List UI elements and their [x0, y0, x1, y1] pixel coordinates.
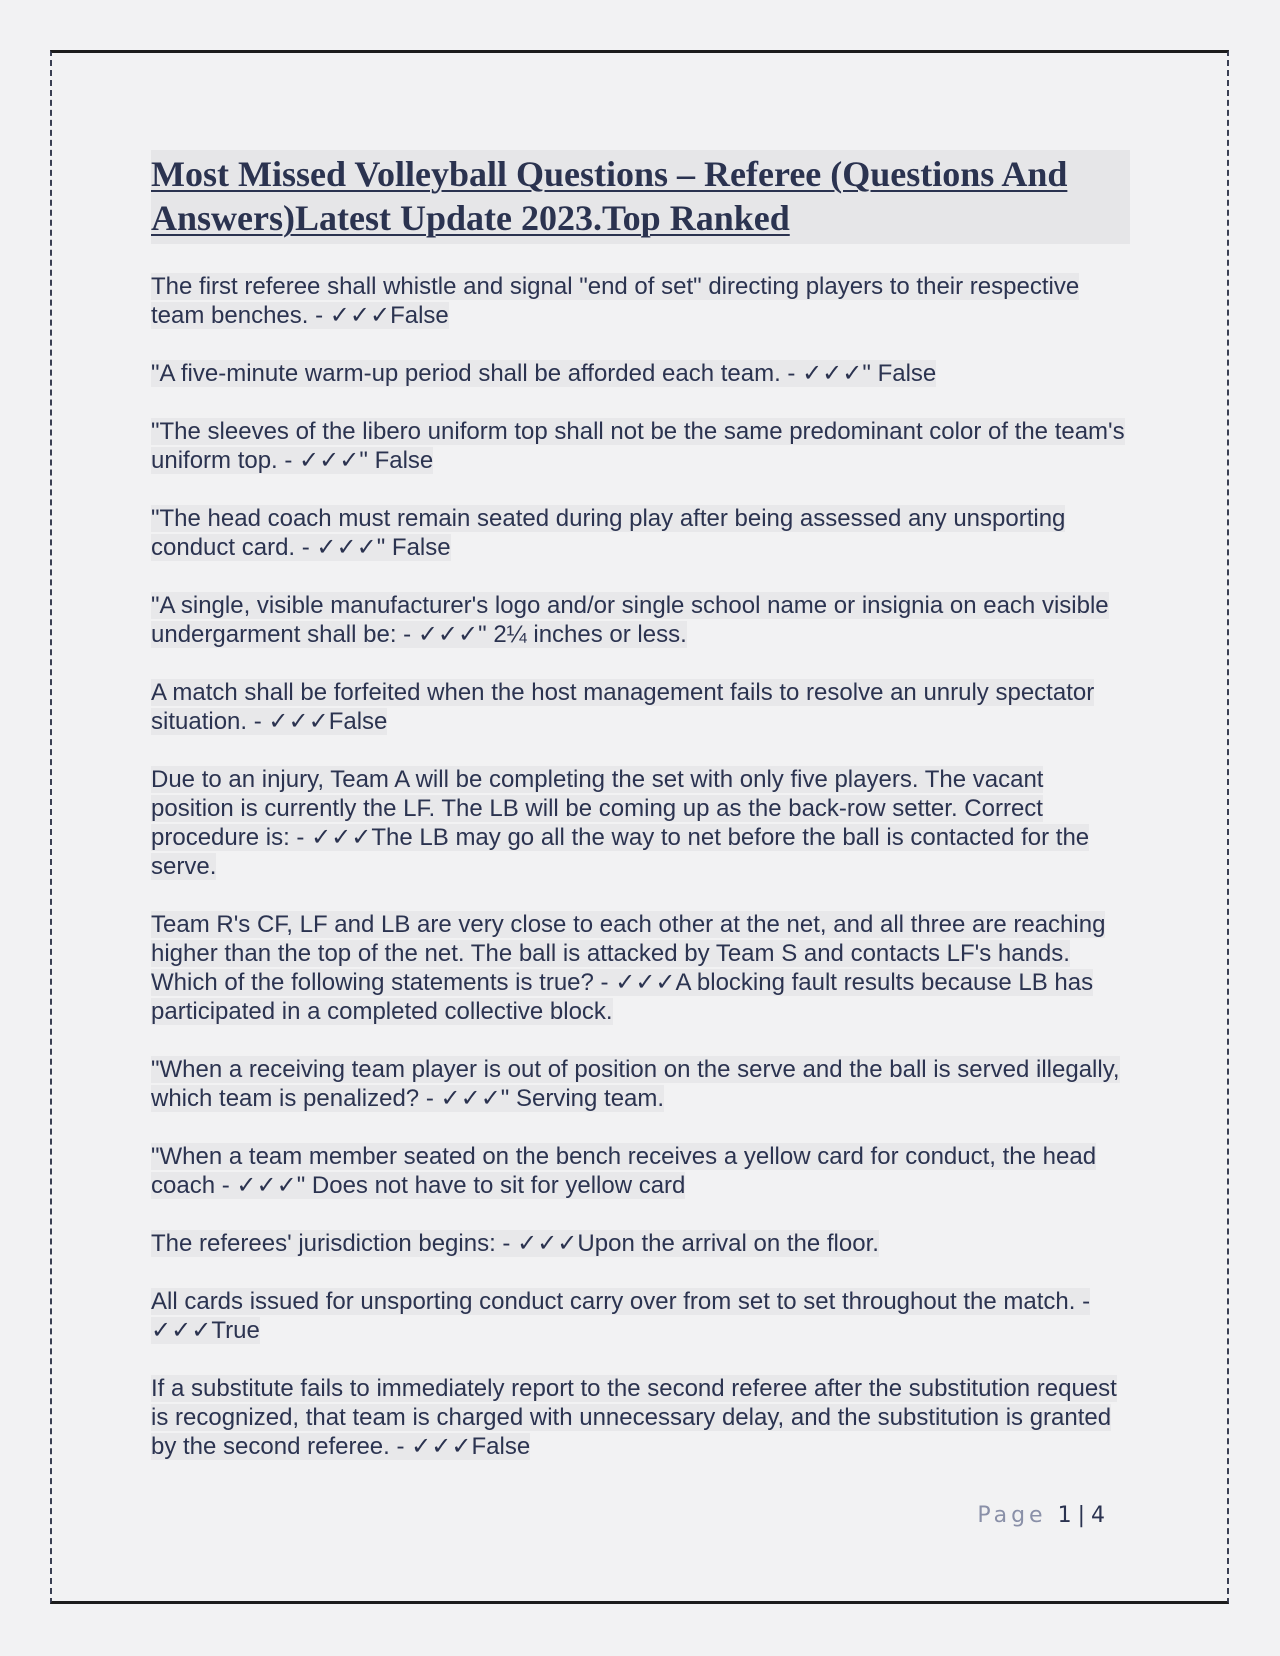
qa-text: The referees' jurisdiction begins: - ✓✓✓Upon the arrival on the floor.	[151, 1230, 879, 1257]
qa-text: A match shall be forfeited when the host management fails to resolve an unruly spectator situation. - ✓✓✓False	[151, 679, 1095, 735]
current-page-number: 1	[1057, 1503, 1072, 1528]
qa-item-11	[151, 1229, 1130, 1258]
page-label: Page	[977, 1503, 1047, 1528]
qa-text: "The sleeves of the libero uniform top shall not be the same predominant color of the team's uniform top. - ✓✓✓" False	[151, 418, 1125, 474]
qa-item-10	[151, 1142, 1130, 1200]
page-number-footer	[900, 1503, 1105, 1528]
qa-text: The first referee shall whistle and signal "end of set" directing players to their respective team benches. - ✓✓✓False	[151, 273, 1080, 329]
qa-item-3	[151, 417, 1130, 475]
qa-item-13	[151, 1374, 1130, 1461]
qa-item-7	[151, 765, 1130, 881]
qa-item-8	[151, 910, 1130, 1026]
qa-text: All cards issued for unsporting conduct carry over from set to set throughout the match. - ✓✓✓True	[151, 1288, 1091, 1344]
qa-text: "A five-minute warm-up period shall be afforded each team. - ✓✓✓" False	[151, 360, 937, 387]
qa-text: "The head coach must remain seated during play after being assessed any unsporting conduct card. - ✓✓✓" False	[151, 505, 1066, 561]
qa-text: If a substitute fails to immediately report to the second referee after the substitution request is recognized, that team is charged with unnecessary delay, and the substitution is granted by the second referee. - ✓✓✓False	[151, 1375, 1117, 1460]
qa-text: Due to an injury, Team A will be completing the set with only five players. The vacant position is currently the LF. The LB will be coming up as the back-row setter. Correct procedure is: - ✓✓✓The LB may go all the way to net before the ball is contacted for the serve.	[151, 766, 1090, 880]
title-block	[151, 150, 1130, 244]
qa-item-1	[151, 272, 1130, 330]
qa-text: "When a receiving team player is out of position on the serve and the ball is served illegally, which team is penalized? - ✓✓✓" Serving team.	[151, 1056, 1120, 1112]
qa-item-12	[151, 1287, 1130, 1345]
qa-item-2	[151, 359, 1130, 388]
qa-text: Team R's CF, LF and LB are very close to each other at the net, and all three are reaching higher than the top of the net. The ball is attacked by Team S and contacts LF's hands. Which of the following statements is true? - ✓✓✓A blocking fault results because LB has participated in a completed collective block.	[151, 911, 1106, 1025]
qa-text: "When a team member seated on the bench receives a yellow card for conduct, the head coach - ✓✓✓" Does not have to sit for yellow card	[151, 1143, 1097, 1199]
document-body	[151, 150, 1130, 1490]
qa-item-6	[151, 678, 1130, 736]
total-pages-number: 4	[1091, 1503, 1105, 1528]
qa-text: "A single, visible manufacturer's logo and/or single school name or insignia on each visible undergarment shall be: - ✓✓✓" 2¼ inches or less.	[151, 592, 1109, 648]
document-title: Most Missed Volleyball Questions – Referee (Questions And Answers)Latest Update 2023.Top Ranked	[151, 154, 1068, 238]
qa-item-5	[151, 591, 1130, 649]
qa-item-9	[151, 1055, 1130, 1113]
qa-item-4	[151, 504, 1130, 562]
page-separator: |	[1077, 1503, 1085, 1528]
